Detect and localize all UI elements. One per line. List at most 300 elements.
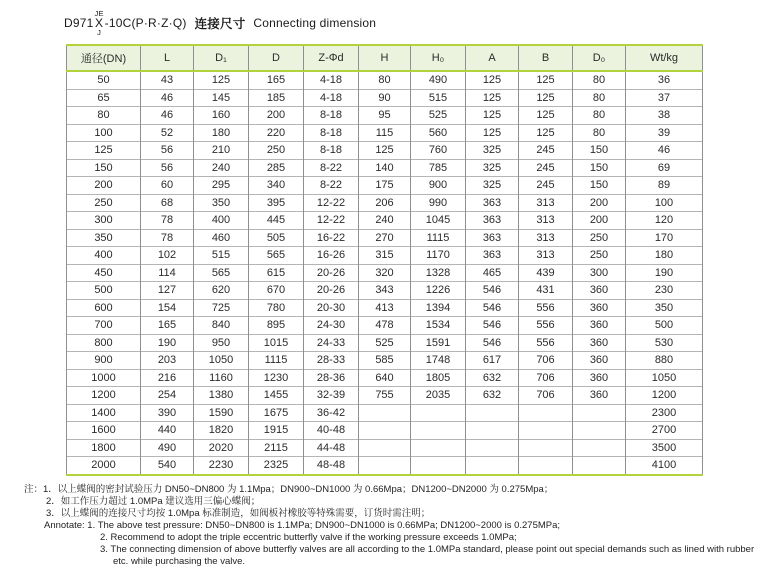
table-cell: 1455 (249, 387, 304, 405)
table-cell: 210 (194, 142, 249, 160)
table-cell: 190 (141, 334, 194, 352)
table-cell: 360 (573, 282, 626, 300)
table-cell: 1045 (411, 212, 466, 230)
table-cell: 546 (466, 317, 519, 335)
table-cell: 780 (249, 299, 304, 317)
table-cell: 2115 (249, 439, 304, 457)
table-cell (519, 439, 573, 457)
table-cell: 556 (519, 317, 573, 335)
table-cell: 95 (359, 107, 411, 125)
table-cell: 325 (466, 177, 519, 195)
table-cell: 1820 (194, 422, 249, 440)
table-cell: 565 (194, 264, 249, 282)
table-cell: 165 (141, 317, 194, 335)
table-cell: 350 (626, 299, 703, 317)
table-cell (519, 404, 573, 422)
table-cell: 395 (249, 194, 304, 212)
table-cell: 206 (359, 194, 411, 212)
table-cell: 245 (519, 177, 573, 195)
notes-block (24, 484, 769, 568)
table-cell: 65 (67, 89, 141, 107)
table-cell: 1380 (194, 387, 249, 405)
title-chinese: 连接尺寸 (194, 17, 246, 31)
table-cell: 360 (573, 317, 626, 335)
table-cell: 632 (466, 387, 519, 405)
table-header-cell: D₀ (573, 45, 626, 71)
table-cell: 90 (359, 89, 411, 107)
table-header-cell: H (359, 45, 411, 71)
table-cell: 478 (359, 317, 411, 335)
table-cell: 125 (466, 71, 519, 89)
table-cell: 8-18 (304, 124, 359, 142)
table-cell: 500 (67, 282, 141, 300)
note-cn-2: 2．如工作压力超过 1.0MPa 建议选用三偏心蝶阀； (46, 496, 261, 507)
table-cell: 40-48 (304, 422, 359, 440)
table-cell: 28-36 (304, 369, 359, 387)
table-cell: 154 (141, 299, 194, 317)
table-row (67, 369, 703, 387)
table-cell: 895 (249, 317, 304, 335)
table-row (67, 194, 703, 212)
table-cell: 39 (626, 124, 703, 142)
table-cell: 360 (573, 334, 626, 352)
table-cell: 363 (466, 229, 519, 247)
table-cell: 840 (194, 317, 249, 335)
table-cell: 203 (141, 352, 194, 370)
table-cell: 1170 (411, 247, 466, 265)
table-header-cell: L (141, 45, 194, 71)
table-cell: 200 (573, 194, 626, 212)
table-cell: 80 (573, 71, 626, 89)
table-cell (359, 439, 411, 457)
table-cell: 363 (466, 194, 519, 212)
table-row (67, 457, 703, 475)
table-cell: 125 (359, 142, 411, 160)
table-cell: 38 (626, 107, 703, 125)
table-cell: 125 (466, 107, 519, 125)
table-cell: 363 (466, 212, 519, 230)
table-cell: 390 (141, 404, 194, 422)
table-cell: 4100 (626, 457, 703, 475)
table-row (67, 124, 703, 142)
table-cell: 400 (194, 212, 249, 230)
table-cell: 490 (141, 439, 194, 457)
table-cell: 36-42 (304, 404, 359, 422)
page-title (64, 6, 376, 40)
table-cell: 556 (519, 299, 573, 317)
table-header-cell: Wt/kg (626, 45, 703, 71)
table-cell: 240 (194, 159, 249, 177)
table-row (67, 212, 703, 230)
model-code-prefix: D971 (64, 16, 94, 30)
model-variant-stack (95, 10, 104, 37)
table-cell (573, 457, 626, 475)
table-header-cell: D₁ (194, 45, 249, 71)
table-row (67, 439, 703, 457)
table-cell: 400 (67, 247, 141, 265)
table-cell: 585 (359, 352, 411, 370)
table-cell: 315 (359, 247, 411, 265)
table-cell (466, 404, 519, 422)
table-row (67, 247, 703, 265)
table-row (67, 107, 703, 125)
table-cell: 170 (626, 229, 703, 247)
table-cell: 16-26 (304, 247, 359, 265)
table-row (67, 264, 703, 282)
table-cell: 515 (194, 247, 249, 265)
table-row (67, 71, 703, 89)
note-en-3: 3. The connecting dimension of above butterfly valves are all according to the 1.0MPa standard, please point out special demands such as lined with rubber (100, 544, 755, 555)
table-cell: 300 (67, 212, 141, 230)
table-cell: 1328 (411, 264, 466, 282)
table-cell: 1115 (249, 352, 304, 370)
table-cell: 240 (359, 212, 411, 230)
table-cell: 350 (67, 229, 141, 247)
table-cell: 125 (519, 89, 573, 107)
table-cell: 360 (573, 387, 626, 405)
table-cell: 880 (626, 352, 703, 370)
table-cell: 490 (411, 71, 466, 89)
table-cell: 78 (141, 212, 194, 230)
table-row (67, 334, 703, 352)
table-cell: 78 (141, 229, 194, 247)
table-cell: 450 (67, 264, 141, 282)
table-cell: 3500 (626, 439, 703, 457)
table-cell: 4-18 (304, 71, 359, 89)
table-cell: 313 (519, 229, 573, 247)
table-cell: 546 (466, 299, 519, 317)
table-row (67, 422, 703, 440)
table-cell: 48-48 (304, 457, 359, 475)
table-cell: 250 (573, 229, 626, 247)
table-cell: 500 (626, 317, 703, 335)
table-row (67, 387, 703, 405)
table-cell: 20-30 (304, 299, 359, 317)
table-cell: 1534 (411, 317, 466, 335)
note-en-2: 2. Recommend to adopt the triple eccentric butterfly valve if the working pressure exceeds 1.0MPa; (100, 532, 517, 543)
table-cell: 313 (519, 247, 573, 265)
table-cell: 8-18 (304, 107, 359, 125)
table-cell: 350 (194, 194, 249, 212)
table-cell: 125 (67, 142, 141, 160)
table-row (67, 317, 703, 335)
table-cell: 200 (67, 177, 141, 195)
table-header-cell: D (249, 45, 304, 71)
table-cell: 175 (359, 177, 411, 195)
table-cell: 990 (411, 194, 466, 212)
table-cell: 250 (249, 142, 304, 160)
table-cell: 2020 (194, 439, 249, 457)
table-cell: 160 (194, 107, 249, 125)
table-header-cell: Z-Φd (304, 45, 359, 71)
table-cell: 615 (249, 264, 304, 282)
table-cell: 670 (249, 282, 304, 300)
table-cell: 150 (573, 159, 626, 177)
table-cell: 439 (519, 264, 573, 282)
table-cell: 2300 (626, 404, 703, 422)
table-cell: 36 (626, 71, 703, 89)
table-cell: 2230 (194, 457, 249, 475)
table-cell: 1015 (249, 334, 304, 352)
table-cell: 800 (67, 334, 141, 352)
table-cell: 24-33 (304, 334, 359, 352)
table-cell: 200 (249, 107, 304, 125)
table-cell: 165 (249, 71, 304, 89)
table-cell: 343 (359, 282, 411, 300)
table-cell: 460 (194, 229, 249, 247)
note-en-1: Annotate: 1. The above test pressure: DN50~DN800 is 1.1MPa; DN900~DN1000 is 0.66MPa; DN1200~2000 is 0.275MPa; (44, 520, 561, 531)
table-cell: 80 (573, 124, 626, 142)
table-cell: 505 (249, 229, 304, 247)
table-cell: 80 (573, 107, 626, 125)
table-cell: 20-26 (304, 282, 359, 300)
table-cell: 515 (411, 89, 466, 107)
table-cell: 900 (67, 352, 141, 370)
table-cell: 46 (141, 107, 194, 125)
table-cell: 185 (249, 89, 304, 107)
table-cell: 1226 (411, 282, 466, 300)
table-cell: 1160 (194, 369, 249, 387)
table-header-cell: 通径(DN) (67, 45, 141, 71)
table-cell (359, 422, 411, 440)
table-cell (359, 404, 411, 422)
table-cell: 465 (466, 264, 519, 282)
table-cell: 150 (573, 177, 626, 195)
table-cell (411, 422, 466, 440)
model-code-suffix: -10C(P·R·Z·Q) (104, 16, 187, 30)
table-cell: 216 (141, 369, 194, 387)
table-cell: 50 (67, 71, 141, 89)
table-cell: 950 (194, 334, 249, 352)
table-cell: 12-22 (304, 194, 359, 212)
table-row (67, 352, 703, 370)
table-cell: 340 (249, 177, 304, 195)
table-cell: 2700 (626, 422, 703, 440)
table-cell (411, 439, 466, 457)
table-cell: 270 (359, 229, 411, 247)
table-cell: 254 (141, 387, 194, 405)
table-cell: 1590 (194, 404, 249, 422)
table-cell: 250 (67, 194, 141, 212)
table-cell: 56 (141, 159, 194, 177)
table-cell: 363 (466, 247, 519, 265)
table-cell: 32-39 (304, 387, 359, 405)
table-row (67, 299, 703, 317)
table-cell: 24-30 (304, 317, 359, 335)
table-cell: 1600 (67, 422, 141, 440)
table-cell: 220 (249, 124, 304, 142)
table-cell: 127 (141, 282, 194, 300)
table-cell: 1230 (249, 369, 304, 387)
table-cell: 320 (359, 264, 411, 282)
table-cell: 706 (519, 387, 573, 405)
table-cell: 530 (626, 334, 703, 352)
table-cell (573, 422, 626, 440)
table-cell: 12-22 (304, 212, 359, 230)
table-cell: 525 (411, 107, 466, 125)
table-cell: 102 (141, 247, 194, 265)
note-en-3-continued: etc. while purchasing the valve. (113, 556, 246, 567)
table-cell: 20-26 (304, 264, 359, 282)
table-cell: 1591 (411, 334, 466, 352)
table-cell: 706 (519, 369, 573, 387)
table-row (67, 404, 703, 422)
table-cell: 16-22 (304, 229, 359, 247)
table-row (67, 177, 703, 195)
table-cell (466, 457, 519, 475)
table-cell: 295 (194, 177, 249, 195)
table-cell: 325 (466, 142, 519, 160)
table-cell: 556 (519, 334, 573, 352)
table-cell (466, 439, 519, 457)
table-cell: 565 (249, 247, 304, 265)
table-cell (411, 404, 466, 422)
table-cell: 725 (194, 299, 249, 317)
table-cell: 2325 (249, 457, 304, 475)
table-cell: 115 (359, 124, 411, 142)
table-cell: 440 (141, 422, 194, 440)
table-cell: 230 (626, 282, 703, 300)
table-cell: 445 (249, 212, 304, 230)
table-cell: 1748 (411, 352, 466, 370)
table-cell: 325 (466, 159, 519, 177)
table-cell: 43 (141, 71, 194, 89)
table-cell: 1000 (67, 369, 141, 387)
model-variant-top: JE (94, 8, 104, 18)
table-cell: 114 (141, 264, 194, 282)
table-cell: 785 (411, 159, 466, 177)
table-cell: 150 (573, 142, 626, 160)
table-cell: 600 (67, 299, 141, 317)
table-cell: 1800 (67, 439, 141, 457)
table-cell: 56 (141, 142, 194, 160)
model-variant-mid: X (94, 16, 104, 30)
table-cell: 125 (466, 89, 519, 107)
table-cell: 2000 (67, 457, 141, 475)
table-cell: 125 (519, 71, 573, 89)
table-cell: 1050 (194, 352, 249, 370)
table-cell: 28-33 (304, 352, 359, 370)
table-cell: 190 (626, 264, 703, 282)
table-cell: 525 (359, 334, 411, 352)
table-cell: 125 (519, 107, 573, 125)
table-header-row (67, 45, 703, 71)
table-cell: 125 (194, 71, 249, 89)
table-cell (411, 457, 466, 475)
table-cell: 200 (573, 212, 626, 230)
table-cell: 1050 (626, 369, 703, 387)
table-cell: 125 (519, 124, 573, 142)
table-cell: 180 (194, 124, 249, 142)
table-cell: 760 (411, 142, 466, 160)
table-cell (466, 422, 519, 440)
table-cell: 145 (194, 89, 249, 107)
table-cell: 1200 (626, 387, 703, 405)
table-cell: 80 (67, 107, 141, 125)
table-cell: 1200 (67, 387, 141, 405)
table-header-cell: A (466, 45, 519, 71)
table-cell (573, 439, 626, 457)
table-cell: 640 (359, 369, 411, 387)
table-cell: 8-22 (304, 159, 359, 177)
table-cell: 620 (194, 282, 249, 300)
table-cell: 706 (519, 352, 573, 370)
table-cell: 1115 (411, 229, 466, 247)
table-cell: 46 (141, 89, 194, 107)
table-header-cell: H₀ (411, 45, 466, 71)
table-cell: 68 (141, 194, 194, 212)
table-cell: 546 (466, 334, 519, 352)
model-variant-bottom: J (97, 28, 102, 37)
table-cell: 46 (626, 142, 703, 160)
table-cell: 413 (359, 299, 411, 317)
table-cell: 300 (573, 264, 626, 282)
table-row (67, 229, 703, 247)
table-cell (519, 422, 573, 440)
table-cell: 313 (519, 194, 573, 212)
title-english: Connecting dimension (253, 16, 377, 30)
table-cell: 100 (626, 194, 703, 212)
table-cell: 37 (626, 89, 703, 107)
table-cell: 1915 (249, 422, 304, 440)
note-cn-3: 3．以上蝶阀的连接尺寸均按 1.0Mpa 标准制造，如阀板衬橡胶等特殊需要，订货时需注明； (46, 508, 431, 519)
table-cell (359, 457, 411, 475)
table-cell: 120 (626, 212, 703, 230)
table-cell: 285 (249, 159, 304, 177)
table-cell (573, 404, 626, 422)
table-cell: 80 (359, 71, 411, 89)
table-cell: 2035 (411, 387, 466, 405)
table-cell: 431 (519, 282, 573, 300)
table-row (67, 282, 703, 300)
table-cell: 245 (519, 159, 573, 177)
table-cell: 617 (466, 352, 519, 370)
table-cell: 60 (141, 177, 194, 195)
table-cell: 560 (411, 124, 466, 142)
table-cell: 1394 (411, 299, 466, 317)
table-cell: 250 (573, 247, 626, 265)
table-cell: 69 (626, 159, 703, 177)
table-cell: 44-48 (304, 439, 359, 457)
table-cell: 360 (573, 299, 626, 317)
table-cell: 700 (67, 317, 141, 335)
table-cell: 150 (67, 159, 141, 177)
table-cell: 89 (626, 177, 703, 195)
table-row (67, 142, 703, 160)
table-row (67, 159, 703, 177)
table-cell: 80 (573, 89, 626, 107)
table-cell: 140 (359, 159, 411, 177)
table-header-cell: B (519, 45, 573, 71)
dimension-table (66, 44, 703, 476)
table-cell: 360 (573, 352, 626, 370)
table-cell: 4-18 (304, 89, 359, 107)
table-cell: 8-22 (304, 177, 359, 195)
table-cell: 313 (519, 212, 573, 230)
table-cell: 755 (359, 387, 411, 405)
note-cn-1: 注：1．以上蝶阀的密封试验压力 DN50~DN800 为 1.1Mpa；DN900~DN1000 为 0.66Mpa；DN1200~DN2000 为 0.275Mpa； (24, 484, 554, 495)
table-cell: 360 (573, 369, 626, 387)
table-cell: 1675 (249, 404, 304, 422)
table-cell: 1805 (411, 369, 466, 387)
table-cell: 180 (626, 247, 703, 265)
table-cell (519, 457, 573, 475)
table-cell: 245 (519, 142, 573, 160)
table-cell: 900 (411, 177, 466, 195)
table-cell: 546 (466, 282, 519, 300)
table-cell: 1400 (67, 404, 141, 422)
table-row (67, 89, 703, 107)
